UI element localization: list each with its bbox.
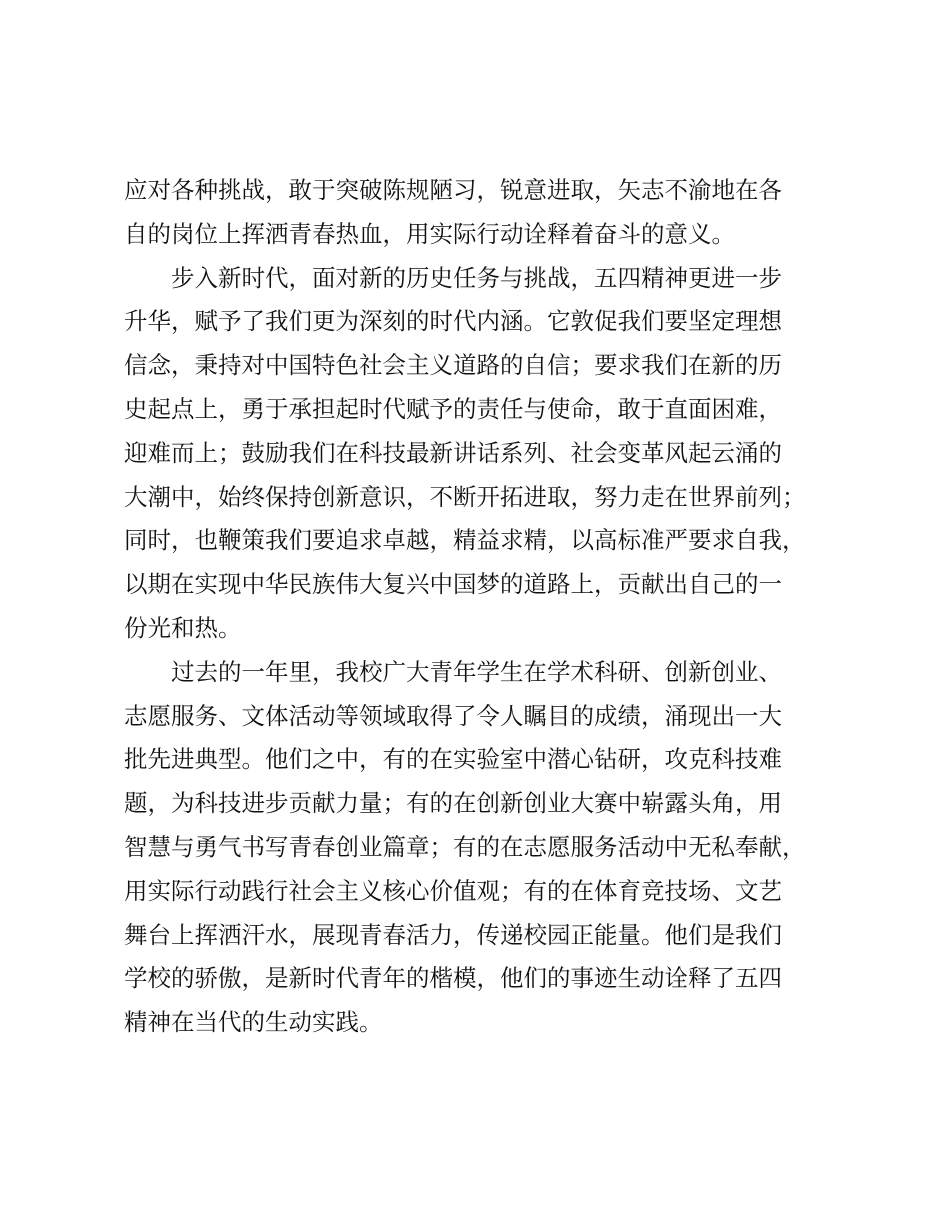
paragraph-2: [124, 257, 834, 651]
text-line: 步入新时代，面对新的历史任务与挑战，五四精神更进一步: [171, 263, 782, 292]
paragraph-1: [124, 169, 834, 257]
text-line: 升华，赋予了我们更为深刻的时代内涵。它敦促我们要坚定理想: [124, 307, 782, 336]
text-line: 大潮中，始终保持创新意识，不断开拓进取，努力走在世界前列；: [124, 482, 806, 511]
text-line: 舞台上挥洒汗水，展现青春活力，传递校园正能量。他们是我们: [124, 920, 782, 949]
document-body: [124, 169, 834, 1045]
text-line: 用实际行动践行社会主义核心价值观；有的在体育竞技场、文艺: [124, 876, 782, 905]
text-line: 学校的骄傲，是新时代青年的楷模，他们的事迹生动诠释了五四: [124, 964, 782, 993]
text-line: 以期在实现中华民族伟大复兴中国梦的道路上，贡献出自己的一: [124, 570, 782, 599]
text-line: 批先进典型。他们之中，有的在实验室中潜心钻研，攻克科技难: [124, 745, 782, 774]
text-line: 过去的一年里，我校广大青年学生在学术科研、创新创业、: [171, 657, 782, 686]
text-line: 志愿服务、文体活动等领域取得了令人瞩目的成绩，涌现出一大: [124, 701, 782, 730]
text-line: 智慧与勇气书写青春创业篇章；有的在志愿服务活动中无私奉献，: [124, 832, 806, 861]
text-line: 精神在当代的生动实践。: [124, 1008, 383, 1037]
text-line: 题，为科技进步贡献力量；有的在创新创业大赛中崭露头角，用: [124, 789, 782, 818]
text-line: 同时，也鞭策我们要追求卓越，精益求精，以高标准严要求自我，: [124, 526, 806, 555]
text-line: 应对各种挑战，敢于突破陈规陋习，锐意进取，矢志不渝地在各: [124, 176, 782, 204]
text-line: 史起点上，勇于承担起时代赋予的责任与使命，敢于直面困难，: [124, 394, 782, 423]
text-line: 自的岗位上挥洒青春热血，用实际行动诠释着奋斗的意义。: [124, 219, 735, 248]
text-line: 份光和热。: [124, 613, 242, 642]
paragraph-3: [124, 651, 834, 1045]
text-line: 信念，秉持对中国特色社会主义道路的自信；要求我们在新的历: [124, 351, 782, 380]
text-line: 迎难而上；鼓励我们在科技最新讲话系列、社会变革风起云涌的: [124, 438, 782, 467]
